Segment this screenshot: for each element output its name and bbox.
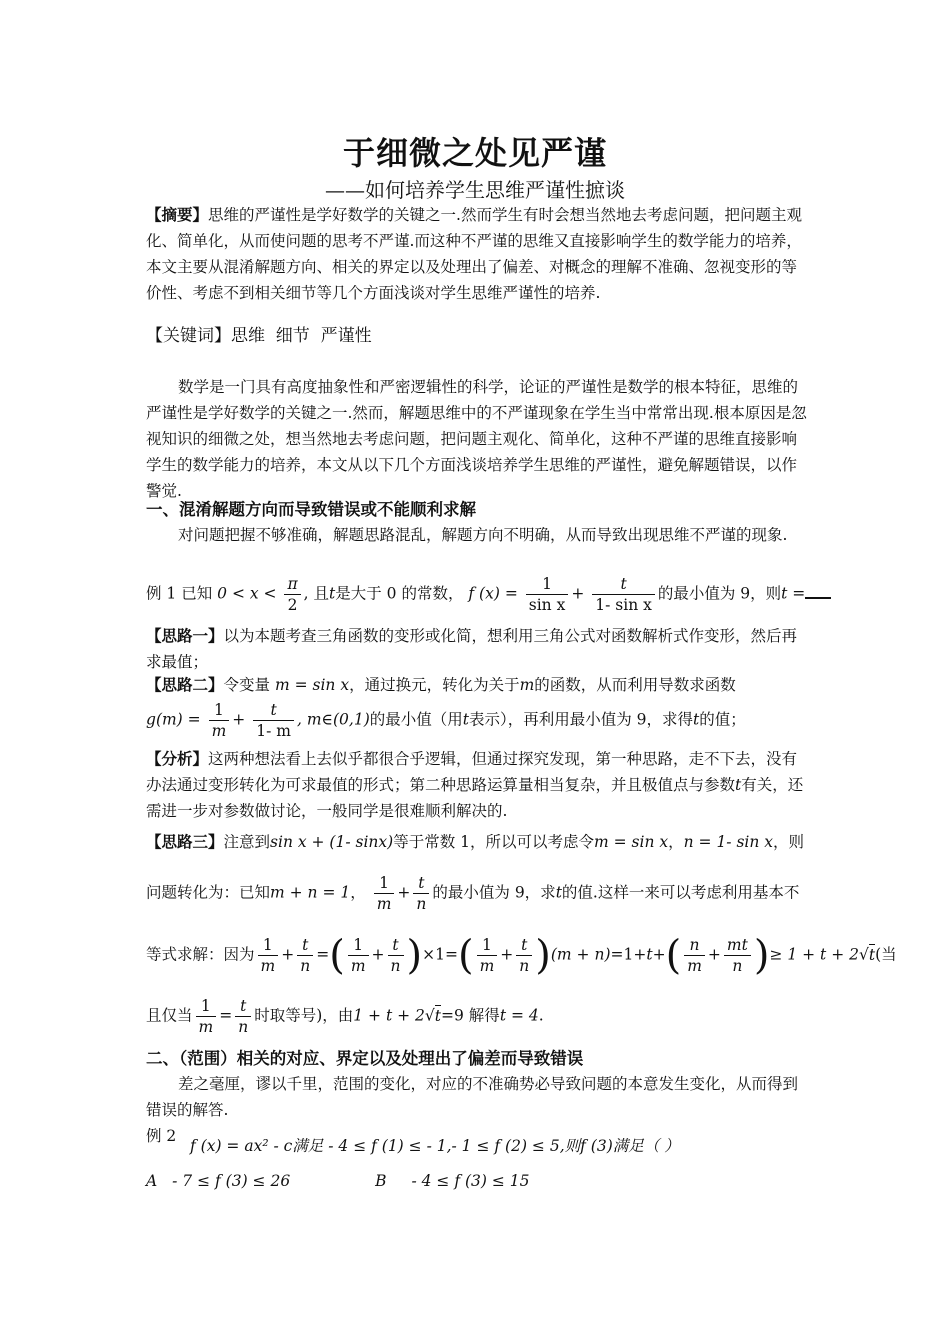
l3-eq3: =1+ xyxy=(610,945,647,964)
ex1-frac1-num: 1 xyxy=(526,574,569,595)
l3-f3-num: 1 xyxy=(348,935,369,956)
page-subtitle: ——如何培养学生思维严谨性摭谈 xyxy=(325,178,625,202)
l3-dang: (当 xyxy=(875,945,897,964)
ex1-two: 2 xyxy=(287,596,298,614)
idea3-line2 xyxy=(146,873,826,914)
l3-rparen3: ) xyxy=(753,932,770,979)
l3-times: ×1 xyxy=(422,945,445,964)
option-b: - 4 ≤ f (3) ≤ 15 xyxy=(411,1172,530,1190)
idea3-comma: ， xyxy=(668,833,684,851)
ex1-frac1-den: sin x xyxy=(528,596,566,614)
idea3-frac-tn-den: n xyxy=(416,895,427,913)
idea3-text3: ，则 xyxy=(773,833,805,851)
idea2-plus: + xyxy=(232,710,246,729)
idea3-line2b: ， xyxy=(350,883,366,902)
option-a: - 7 ≤ f (3) ≤ 26 xyxy=(172,1172,291,1190)
l3-f7-num: n xyxy=(684,935,705,956)
l3-rparen2: ) xyxy=(535,932,551,979)
l4-period: . xyxy=(538,1006,544,1025)
intro-paragraph: 数学是一门具有高度抽象性和严密逻辑性的科学，论证的严谨性是数学的根本特征，思维的严谨性是学好数学的关键之一.然而，解题思维中的不严谨现象在学生当中常常出现.根本原因是忽视知识的细微之处，想当然地去考虑问题，把问题主观化、简单化，这种不严谨的思维直接影响学生的数学能力的培养，本文从以下几个方面浅谈培养学生思维的严谨性，避免解题错误，以作警觉. xyxy=(146,378,807,500)
idea2-frac1-den: m xyxy=(211,722,227,740)
l3-f5 xyxy=(477,935,498,976)
example2-label: 例 2 xyxy=(146,1127,177,1145)
idea2-line1 xyxy=(146,673,826,695)
idea3-line2c: 的最小值为 9，求 xyxy=(432,883,556,902)
analysis-t: t xyxy=(735,776,742,794)
analysis xyxy=(146,746,810,824)
keywords xyxy=(146,323,810,349)
l3-eq2: = xyxy=(444,945,458,964)
idea2-text6: 的值； xyxy=(699,710,746,729)
ex1-frac2-den: 1- sin x xyxy=(595,596,652,614)
idea2-m: m xyxy=(519,676,535,694)
idea1-tag: 【思路一】 xyxy=(146,626,224,645)
example2-options xyxy=(146,1172,826,1190)
idea3-tt: t xyxy=(555,883,562,902)
idea3-line4 xyxy=(146,996,826,1037)
section1-paragraph: 对问题把握不够准确，解题思路混乱，解题方向不明确，从而导致出现思维不严谨的现象. xyxy=(178,526,788,544)
l3-f7 xyxy=(684,935,705,976)
l3-f6 xyxy=(516,935,532,976)
example2-text xyxy=(190,1134,870,1156)
l3-f7-den: m xyxy=(687,957,702,975)
abstract-text: 思维的严谨性是学好数学的关键之一.然而学生有时会想当然地去考虑问题，把问题主观化、简单化，从而使问题的思考不严谨.而这种不严谨的思维又直接影响学生的数学能力的培养，本文主要从混淆解题方向、相关的界定以及处理出了偏差、对概念的理解不准确、忽视变形的等价性、考虑不到相关细节等几个方面浅谈对学生思维严谨性的培养. xyxy=(146,206,802,302)
idea2-frac1 xyxy=(209,700,230,741)
idea2-tag: 【思路二】 xyxy=(146,675,224,694)
l3-f4-num: t xyxy=(388,935,404,956)
ex1-frac2-num: t xyxy=(592,574,655,595)
l3-f4 xyxy=(388,935,404,976)
l3-f8-den: n xyxy=(732,957,743,975)
analysis-tag: 【分析】 xyxy=(146,749,209,768)
l4-f1-num: 1 xyxy=(196,996,217,1017)
l3-f2-den: n xyxy=(300,957,311,975)
l3-plus1: + xyxy=(281,945,295,964)
l3-f3-den: m xyxy=(350,957,366,975)
l3-f3 xyxy=(348,935,369,976)
l3-plus3: + xyxy=(500,945,514,964)
idea2-text: 令变量 xyxy=(223,676,271,694)
l3-lparen3: ( xyxy=(665,932,682,979)
idea2-text2: ，通过换元，转化为关于 xyxy=(349,676,520,694)
idea2-line2 xyxy=(146,700,826,741)
idea1 xyxy=(146,623,810,675)
l4-answer: t = 4 xyxy=(499,1006,539,1025)
idea3-expr: sin x + (1- sinx) xyxy=(270,833,394,851)
option-a-label: A xyxy=(146,1172,158,1190)
ex1-teq: t = xyxy=(781,584,806,603)
l3-lparen2: ( xyxy=(457,932,474,979)
l4-f2 xyxy=(235,996,251,1037)
l3-f1 xyxy=(258,935,279,976)
l3-mplusn: (m + n) xyxy=(550,945,611,964)
idea3-frac-1m-den: m xyxy=(376,895,392,913)
ex1-frac1 xyxy=(526,574,569,615)
l4-f2-den: n xyxy=(238,1018,249,1036)
idea3-plus: + xyxy=(397,883,411,902)
l3-lparen1: ( xyxy=(329,932,345,979)
idea3-line4b: 时取等号)，由 xyxy=(254,1006,354,1025)
section2-paragraph: 差之毫厘，谬以千里，范围的变化，对应的不准确势必导致问题的本意发生变化，从而得到错误的解答. xyxy=(146,1075,799,1119)
l3-sqrt-t: t xyxy=(868,945,876,964)
idea2-frac2-num: t xyxy=(253,700,294,721)
l3-rparen1: ) xyxy=(406,932,423,979)
idea2-t-a: t xyxy=(462,710,469,729)
l4-f1-den: m xyxy=(198,1018,214,1036)
ex1-pi-fraction xyxy=(284,574,300,615)
idea2-frac1-num: 1 xyxy=(209,700,230,721)
keywords-tag: 【关键词】 xyxy=(146,326,231,346)
section1-heading: 一、混淆解题方向而导致错误或不能顺利求解 xyxy=(146,500,476,519)
l3-sqrt-sign: √ xyxy=(859,945,869,964)
idea3-tag: 【思路三】 xyxy=(146,832,224,851)
ex1-range: 0 < x < xyxy=(217,584,277,603)
l4-sqrt-t: t xyxy=(434,1006,442,1025)
section2-heading: 二、（范围）相关的对应、界定以及处理出了偏差而导致错误 xyxy=(146,1049,584,1068)
analysis-text2: 有关，还需进一步对参数做讨论，一般同学是很难顺利解决的. xyxy=(146,776,804,820)
idea3-frac-1m-num: 1 xyxy=(374,873,395,894)
l3-f1-num: 1 xyxy=(258,935,279,956)
idea2-frac2-den: 1- m xyxy=(256,722,291,740)
idea2-frac2 xyxy=(253,700,294,741)
idea3-text1: 注意到 xyxy=(223,833,271,851)
idea2-m-eq: m = sin x xyxy=(274,676,350,694)
ex1-t: t xyxy=(329,584,336,603)
l3-f4-den: n xyxy=(390,957,401,975)
idea3-frac-tn xyxy=(413,873,429,914)
l4-eq: = xyxy=(219,1006,233,1025)
example2-formula: f (x) = ax² - c满足 - 4 ≤ f (1) ≤ - 1,- 1 ≤ f (2) ≤ 5,则f (3)满足（ ） xyxy=(190,1137,680,1155)
l3-f2 xyxy=(297,935,313,976)
ex1-frac2 xyxy=(592,574,655,615)
abstract-tag: 【摘要】 xyxy=(146,205,209,224)
idea2-text3: 的函数，从而利用导数求函数 xyxy=(534,676,736,694)
analysis-text1: 这两种想法看上去似乎都很合乎逻辑，但通过探究发现，第一种思路，走不下去，没有办法通过变形转化为可求最值的形式；第二种思路运算量相当复杂，并且极值点与参数 xyxy=(146,750,798,794)
idea3-line4a: 且仅当 xyxy=(146,1006,193,1025)
keywords-text: 思维 细节 严谨性 xyxy=(231,326,372,346)
option-b-label: B xyxy=(375,1172,387,1190)
l3-f1-den: m xyxy=(260,957,276,975)
idea3-line3 xyxy=(146,932,897,979)
idea3-frac-tn-num: t xyxy=(413,873,429,894)
l3-t: t xyxy=(646,945,653,964)
ex1-lead: 例 1 已知 xyxy=(146,584,213,603)
page-title: 于细微之处见严谨 xyxy=(342,134,607,172)
idea3-line3a: 等式求解：因为 xyxy=(146,945,255,964)
ex1-pi: π xyxy=(284,574,300,595)
ex1-plus: + xyxy=(571,584,585,603)
idea3-frac-1m xyxy=(374,873,395,914)
idea2-text5: 表示），再利用最小值为 9，求得 xyxy=(469,710,694,729)
l3-f8 xyxy=(724,935,751,976)
ex1-answer-blank xyxy=(805,581,831,599)
idea3-line1 xyxy=(146,830,826,852)
l3-f5-den: m xyxy=(479,957,495,975)
ex1-tail: 的最小值为 9，则 xyxy=(657,584,782,603)
idea2-g: g xyxy=(146,710,156,729)
l4-final-expr: 1 + t + 2 xyxy=(353,1006,425,1025)
idea2-gm: (m) = xyxy=(155,710,201,729)
l3-f6-num: t xyxy=(516,935,532,956)
l3-eq1: = xyxy=(316,945,330,964)
idea1-text: 以为本题考查三角函数的变形或化简，想利用三角公式对函数解析式作变形，然后再求最值； xyxy=(146,627,798,671)
ex1-mid2: 是大于 0 的常数， xyxy=(335,584,464,603)
l3-f5-num: 1 xyxy=(477,935,498,956)
l3-f8-num: mt xyxy=(724,935,751,956)
idea2-t-b: t xyxy=(693,710,700,729)
example1 xyxy=(146,574,826,615)
idea2-domain: , m∈(0,1) xyxy=(296,710,370,729)
l3-plus2: + xyxy=(371,945,385,964)
idea3-line2a: 问题转化为：已知 xyxy=(146,883,271,902)
l4-f2-num: t xyxy=(235,996,251,1017)
l4-f1 xyxy=(196,996,217,1037)
l3-ge: ≥ 1 + t + 2 xyxy=(769,945,859,964)
ex1-fx: f (x) = xyxy=(468,584,518,603)
idea3-line4c: =9 解得 xyxy=(441,1006,500,1025)
l3-f2-num: t xyxy=(297,935,313,956)
l4-sqrt-sign: √ xyxy=(424,1006,435,1025)
l3-plus5: + xyxy=(707,945,721,964)
idea3-mn: m + n = 1 xyxy=(270,883,351,902)
abstract xyxy=(146,202,810,306)
idea3-line2d: 的值.这样一来可以考虑利用基本不 xyxy=(561,883,800,902)
l3-f6-den: n xyxy=(519,957,530,975)
idea2-text4: 的最小值（用 xyxy=(369,710,463,729)
l3-plus4: + xyxy=(652,945,666,964)
ex1-mid: , 且 xyxy=(303,584,329,603)
idea3-text2: 等于常数 1，所以可以考虑令 xyxy=(393,833,594,851)
idea3-n-eq: n = 1- sin x xyxy=(683,833,774,851)
idea3-m-eq: m = sin x xyxy=(594,833,669,851)
